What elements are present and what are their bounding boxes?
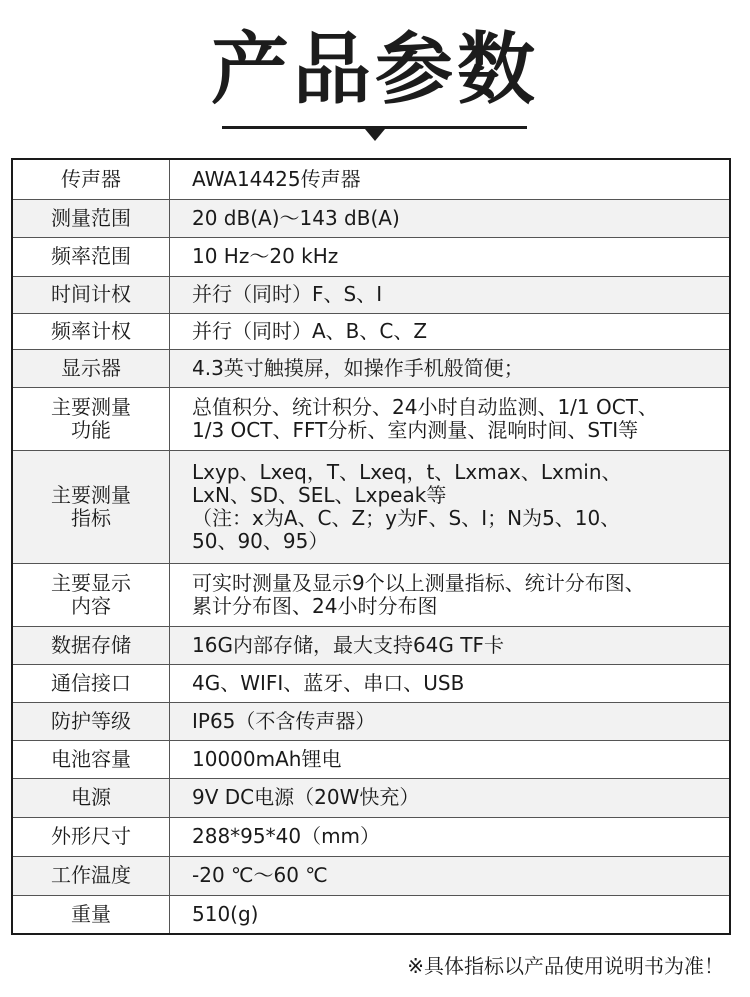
spec-value: 510(g) (170, 895, 731, 934)
spec-label: 防护等级 (12, 702, 170, 740)
table-row (12, 237, 730, 276)
spec-label: 测量范围 (12, 199, 170, 237)
page-title: 产品参数 (210, 25, 539, 115)
table-row (12, 313, 730, 349)
spec-label: 数据存储 (12, 626, 170, 664)
spec-value: 10000mAh锂电 (170, 740, 731, 778)
spec-value: 16G内部存储，最大支持64G TF卡 (170, 626, 731, 664)
spec-label: 工作温度 (12, 856, 170, 895)
spec-label: 电池容量 (12, 740, 170, 778)
spec-value: IP65（不含传声器） (170, 702, 731, 740)
spec-label: 主要测量 指标 (12, 450, 170, 563)
spec-label: 重量 (12, 895, 170, 934)
table-row (12, 159, 730, 199)
footnote: ※具体指标以产品使用说明书为准！ (407, 954, 724, 978)
spec-label: 通信接口 (12, 664, 170, 702)
spec-table (11, 158, 731, 935)
table-row (12, 626, 730, 664)
spec-value: 可实时测量及显示9个以上测量指标、统计分布图、 累计分布图、24小时分布图 (170, 563, 731, 626)
spec-label: 外形尺寸 (12, 817, 170, 856)
spec-value: 4.3英寸触摸屏，如操作手机般简便； (170, 349, 731, 387)
table-row (12, 563, 730, 626)
spec-value: 10 Hz～20 kHz (170, 237, 731, 276)
spec-value: Lxyp、Lxeq，T、Lxeq，t、Lxmax、Lxmin、 LxN、SD、SEL、Lxpeak等 （注：x为A、C、Z；y为F、S、I；N为5、10、 50、90、95） (170, 450, 731, 563)
spec-label: 频率范围 (12, 237, 170, 276)
table-row (12, 895, 730, 934)
table-row (12, 856, 730, 895)
spec-value: -20 ℃～60 ℃ (170, 856, 731, 895)
spec-value: 20 dB(A)～143 dB(A) (170, 199, 731, 237)
spec-label: 显示器 (12, 349, 170, 387)
table-row (12, 199, 730, 237)
table-row (12, 276, 730, 313)
table-row (12, 778, 730, 817)
title-arrow-icon (365, 129, 385, 141)
spec-value: 并行（同时）A、B、C、Z (170, 313, 731, 349)
spec-label: 频率计权 (12, 313, 170, 349)
spec-label: 时间计权 (12, 276, 170, 313)
spec-value: 288*95*40（mm） (170, 817, 731, 856)
table-row (12, 450, 730, 563)
spec-value: 9V DC电源（20W快充） (170, 778, 731, 817)
table-row (12, 387, 730, 450)
spec-label: 主要显示 内容 (12, 563, 170, 626)
table-row (12, 817, 730, 856)
spec-label: 主要测量 功能 (12, 387, 170, 450)
table-row (12, 664, 730, 702)
spec-value: 4G、WIFI、蓝牙、串口、USB (170, 664, 731, 702)
table-row (12, 740, 730, 778)
spec-value: 并行（同时）F、S、I (170, 276, 731, 313)
table-row (12, 702, 730, 740)
spec-value: 总值积分、统计积分、24小时自动监测、1/1 OCT、 1/3 OCT、FFT分析、室内测量、混响时间、STI等 (170, 387, 731, 450)
spec-label: 电源 (12, 778, 170, 817)
table-row (12, 349, 730, 387)
spec-value: AWA14425传声器 (170, 159, 731, 199)
spec-label: 传声器 (12, 159, 170, 199)
